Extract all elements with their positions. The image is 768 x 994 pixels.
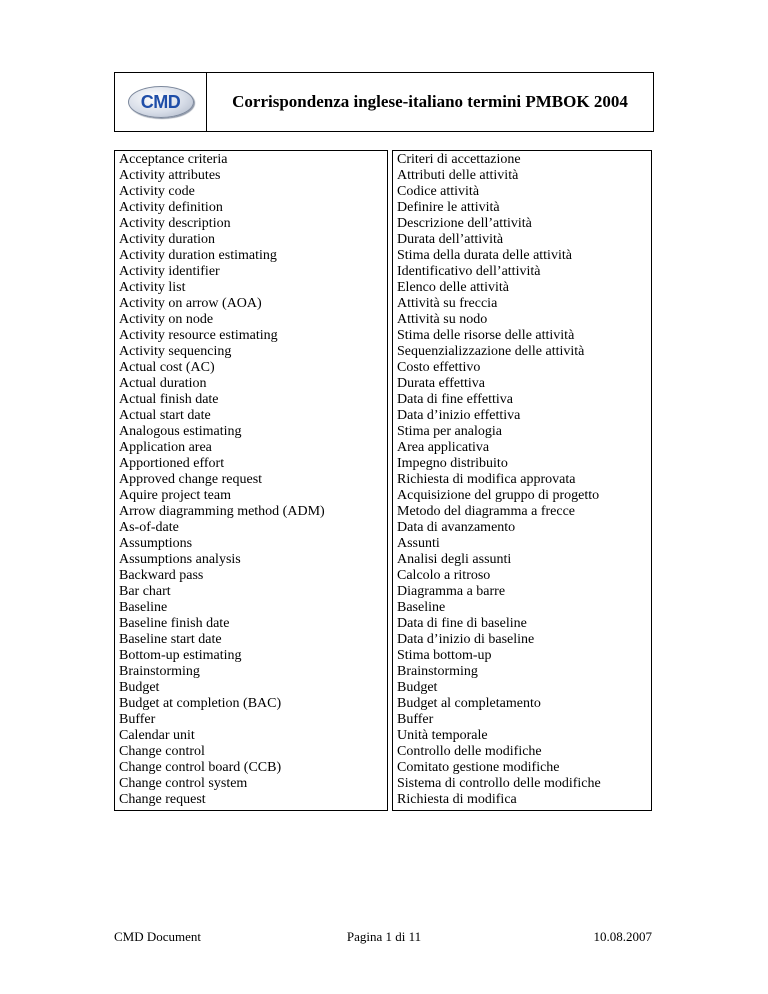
term-row <box>115 472 652 488</box>
term-italian: Criteri di accettazione <box>393 151 652 169</box>
term-english: Analogous estimating <box>115 424 388 440</box>
term-row <box>115 184 652 200</box>
term-english: Baseline finish date <box>115 616 388 632</box>
term-english: Bottom-up estimating <box>115 648 388 664</box>
term-row <box>115 151 652 169</box>
term-english: Activity list <box>115 280 388 296</box>
term-italian: Richiesta di modifica <box>393 792 652 811</box>
term-row <box>115 728 652 744</box>
term-english: Backward pass <box>115 568 388 584</box>
term-italian: Sequenzializzazione delle attività <box>393 344 652 360</box>
term-italian: Unità temporale <box>393 728 652 744</box>
term-english: Application area <box>115 440 388 456</box>
term-italian: Buffer <box>393 712 652 728</box>
term-italian: Calcolo a ritroso <box>393 568 652 584</box>
term-english: Actual finish date <box>115 392 388 408</box>
term-english: Actual start date <box>115 408 388 424</box>
term-english: Activity attributes <box>115 168 388 184</box>
term-italian: Attività su freccia <box>393 296 652 312</box>
term-english: Baseline start date <box>115 632 388 648</box>
term-english: Activity on arrow (AOA) <box>115 296 388 312</box>
term-row <box>115 568 652 584</box>
term-english: Activity description <box>115 216 388 232</box>
terms-table <box>114 150 652 811</box>
term-italian: Richiesta di modifica approvata <box>393 472 652 488</box>
term-english: Assumptions <box>115 536 388 552</box>
term-english: Change request <box>115 792 388 811</box>
term-english: Activity identifier <box>115 264 388 280</box>
term-english: Buffer <box>115 712 388 728</box>
term-italian: Data di fine di baseline <box>393 616 652 632</box>
term-row <box>115 168 652 184</box>
header-box <box>114 72 654 132</box>
term-english: Assumptions analysis <box>115 552 388 568</box>
term-english: Baseline <box>115 600 388 616</box>
term-italian: Stima delle risorse delle attività <box>393 328 652 344</box>
term-row <box>115 744 652 760</box>
term-row <box>115 504 652 520</box>
term-english: Activity resource estimating <box>115 328 388 344</box>
term-row <box>115 328 652 344</box>
term-english: Bar chart <box>115 584 388 600</box>
term-english: Activity definition <box>115 200 388 216</box>
footer-page-number: Pagina 1 di 11 <box>346 929 422 944</box>
term-english: Activity on node <box>115 312 388 328</box>
term-italian: Data di avanzamento <box>393 520 652 536</box>
term-row <box>115 360 652 376</box>
term-english: Activity duration <box>115 232 388 248</box>
term-row <box>115 536 652 552</box>
term-italian: Analisi degli assunti <box>393 552 652 568</box>
term-row <box>115 376 652 392</box>
term-italian: Comitato gestione modifiche <box>393 760 652 776</box>
term-english: Actual cost (AC) <box>115 360 388 376</box>
term-row <box>115 584 652 600</box>
logo-text: CMD <box>140 91 181 112</box>
term-row <box>115 440 652 456</box>
term-row <box>115 456 652 472</box>
term-english: Actual duration <box>115 376 388 392</box>
term-english: Acceptance criteria <box>115 151 388 169</box>
term-row <box>115 216 652 232</box>
term-italian: Costo effettivo <box>393 360 652 376</box>
term-italian: Data d’inizio di baseline <box>393 632 652 648</box>
term-row <box>115 776 652 792</box>
term-italian: Descrizione dell’attività <box>393 216 652 232</box>
term-italian: Diagramma a barre <box>393 584 652 600</box>
term-english: Approved change request <box>115 472 388 488</box>
footer-document-name: CMD Document <box>114 929 202 944</box>
term-italian: Budget al completamento <box>393 696 652 712</box>
term-italian: Stima bottom-up <box>393 648 652 664</box>
term-english: Arrow diagramming method (ADM) <box>115 504 388 520</box>
document-title: Corrispondenza inglese-italiano termini PMBOK 2004 <box>232 92 628 111</box>
term-row <box>115 712 652 728</box>
term-english: As-of-date <box>115 520 388 536</box>
term-row <box>115 424 652 440</box>
term-row <box>115 248 652 264</box>
term-row <box>115 616 652 632</box>
term-english: Activity code <box>115 184 388 200</box>
term-row <box>115 760 652 776</box>
term-row <box>115 392 652 408</box>
term-italian: Stima per analogia <box>393 424 652 440</box>
term-english: Apportioned effort <box>115 456 388 472</box>
term-english: Activity duration estimating <box>115 248 388 264</box>
term-italian: Acquisizione del gruppo di progetto <box>393 488 652 504</box>
term-row <box>115 264 652 280</box>
term-italian: Identificativo dell’attività <box>393 264 652 280</box>
term-english: Calendar unit <box>115 728 388 744</box>
term-italian: Assunti <box>393 536 652 552</box>
term-italian: Attività su nodo <box>393 312 652 328</box>
term-row <box>115 296 652 312</box>
logo-cell <box>115 73 207 131</box>
term-italian: Impegno distribuito <box>393 456 652 472</box>
term-italian: Data d’inizio effettiva <box>393 408 652 424</box>
term-row <box>115 232 652 248</box>
term-english: Change control system <box>115 776 388 792</box>
term-row <box>115 280 652 296</box>
term-english: Brainstorming <box>115 664 388 680</box>
term-row <box>115 792 652 811</box>
footer-date: 10.08.2007 <box>593 929 652 944</box>
term-italian: Budget <box>393 680 652 696</box>
term-english: Budget <box>115 680 388 696</box>
cmd-logo <box>128 86 194 118</box>
term-italian: Stima della durata delle attività <box>393 248 652 264</box>
term-row <box>115 200 652 216</box>
term-italian: Elenco delle attività <box>393 280 652 296</box>
term-italian: Brainstorming <box>393 664 652 680</box>
term-italian: Data di fine effettiva <box>393 392 652 408</box>
term-row <box>115 312 652 328</box>
term-row <box>115 648 652 664</box>
term-row <box>115 520 652 536</box>
term-row <box>115 344 652 360</box>
term-english: Change control board (CCB) <box>115 760 388 776</box>
term-row <box>115 488 652 504</box>
term-italian: Baseline <box>393 600 652 616</box>
term-italian: Controllo delle modifiche <box>393 744 652 760</box>
term-row <box>115 680 652 696</box>
term-italian: Area applicativa <box>393 440 652 456</box>
term-english: Activity sequencing <box>115 344 388 360</box>
term-italian: Definire le attività <box>393 200 652 216</box>
term-italian: Durata effettiva <box>393 376 652 392</box>
term-italian: Durata dell’attività <box>393 232 652 248</box>
term-row <box>115 552 652 568</box>
term-row <box>115 664 652 680</box>
term-english: Change control <box>115 744 388 760</box>
term-english: Budget at completion (BAC) <box>115 696 388 712</box>
term-english: Aquire project team <box>115 488 388 504</box>
term-row <box>115 632 652 648</box>
term-italian: Attributi delle attività <box>393 168 652 184</box>
term-row <box>115 408 652 424</box>
term-row <box>115 600 652 616</box>
term-italian: Sistema di controllo delle modifiche <box>393 776 652 792</box>
term-italian: Metodo del diagramma a frecce <box>393 504 652 520</box>
term-row <box>115 696 652 712</box>
term-italian: Codice attività <box>393 184 652 200</box>
